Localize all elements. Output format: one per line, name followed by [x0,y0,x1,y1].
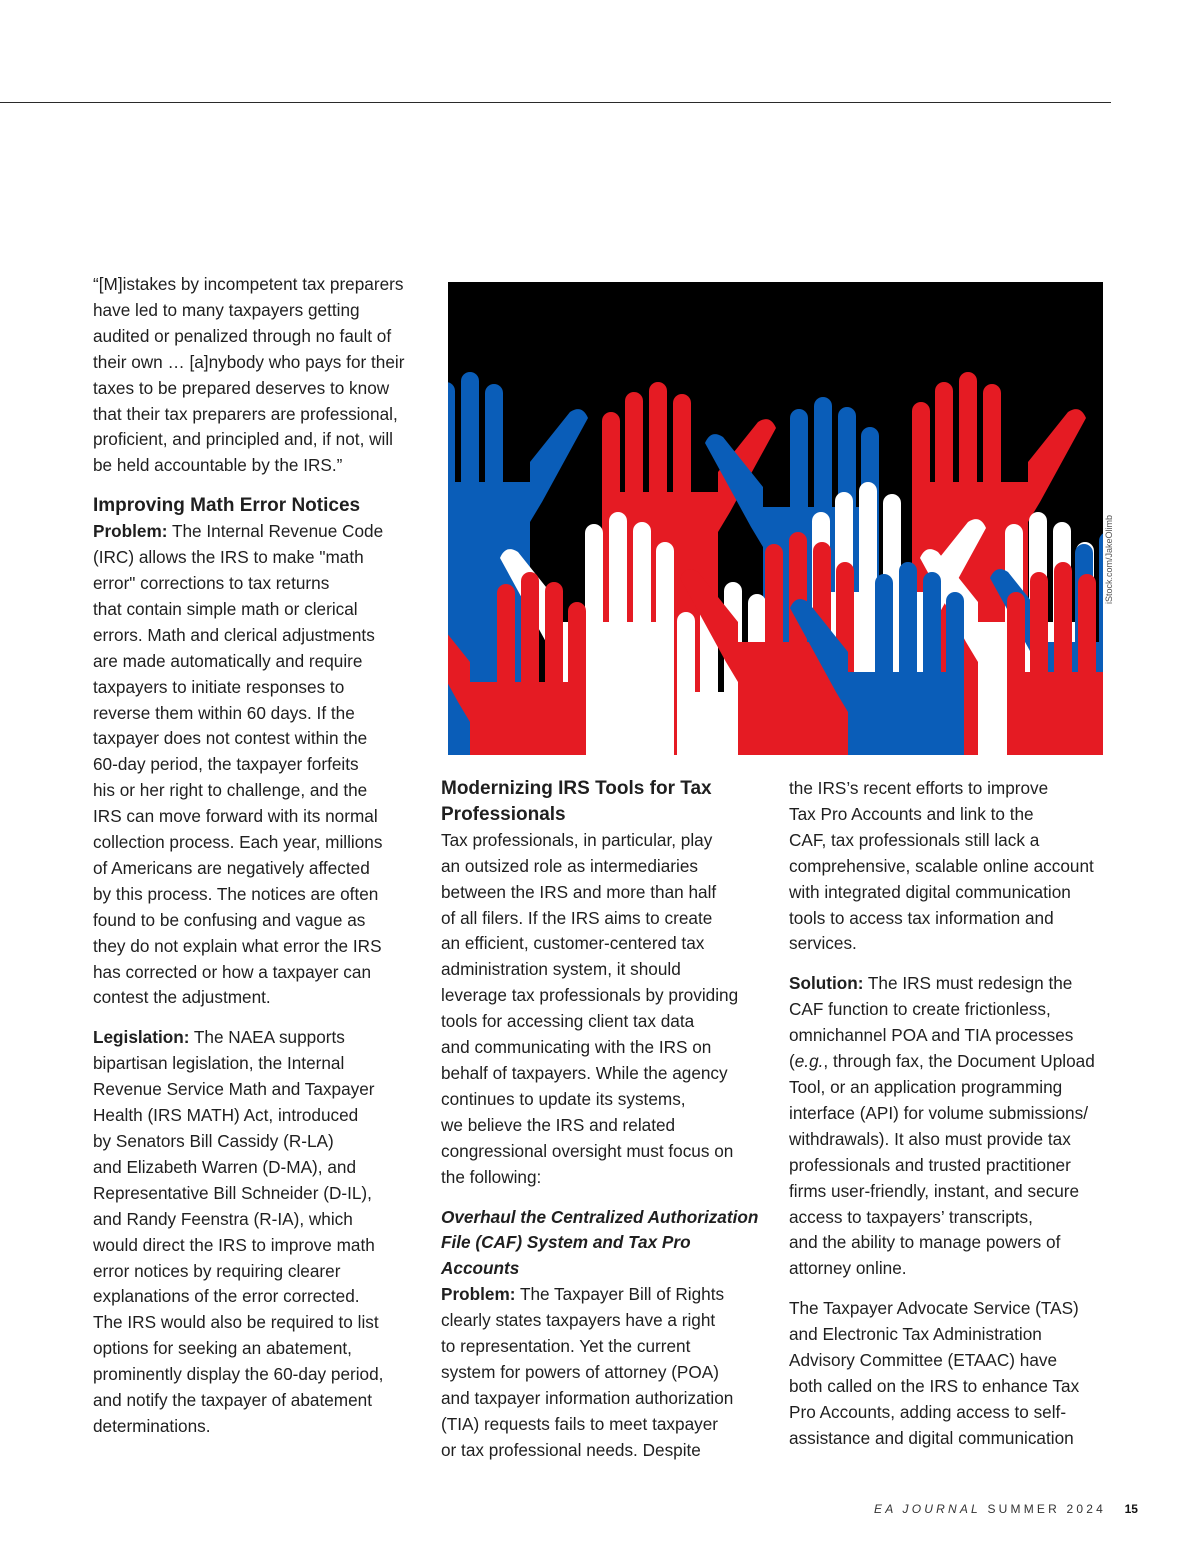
text-line: and Randy Feenstra (R-IA), which [93,1208,353,1229]
text-line: and notify the taxpayer of abatement [93,1390,373,1411]
text-line: Advisory Committee (ETAAC) have [789,1350,1058,1371]
text-line: continues to update its systems, [441,1088,686,1109]
text-line: and Elizabeth Warren (D-MA), and [93,1156,357,1177]
text-line: between the IRS and more than half [441,881,717,902]
text-line: access to taxpayers’ transcripts, [789,1206,1033,1227]
page-number: 15 [1124,1502,1138,1516]
text-line: are made automatically and require [93,650,363,671]
raised-hands-photo [448,282,1103,755]
text-line: (TIA) requests fails to meet taxpayer [441,1413,719,1434]
text-line: that their tax preparers are professional, [93,403,398,424]
text-line: explanations of the error corrected. [93,1286,360,1307]
text-line: services. [789,933,857,954]
problem-label: Problem: [441,1284,516,1305]
text-line: that contain simple math or clerical [93,598,358,619]
text-line: the IRS’s recent efforts to improve [789,778,1049,798]
text-line: has corrected or how a taxpayer can [93,961,372,982]
text-line: Pro Accounts, adding access to self- [789,1401,1067,1422]
intro-paragraph [441,828,771,1191]
text-line: options for seeking an abatement, [93,1338,352,1359]
text-line: Modernizing IRS Tools for Tax [441,778,712,799]
section-heading-modernizing [441,776,771,828]
text-line: Professionals [441,803,566,825]
text-line: Tool, or an application programming [789,1076,1063,1097]
photo-credit: iStock.com/JakeOlimb [1104,514,1114,604]
raised-hands-illustration [448,282,1103,755]
text-line: IRS can move forward with its normal [93,806,378,827]
text-line: Tax Pro Accounts and link to the [789,803,1034,824]
text-line: Revenue Service Math and Taxpayer [93,1079,375,1100]
subheading-caf [441,1205,771,1283]
text-line: The Internal Revenue Code [167,521,384,542]
text-line: an outsized role as intermediaries [441,855,698,876]
text-line: by this process. The notices are often [93,883,379,904]
text-line: audited or penalized through no fault of [93,325,392,346]
text-line: have led to many taxpayers getting [93,299,360,320]
text-line: we believe the IRS and related [441,1114,676,1135]
right-column [789,776,1119,1466]
left-column [93,272,423,1454]
text-line: The Taxpayer Bill of Rights [515,1284,725,1305]
text-line: Tax professionals, in particular, play [441,829,713,850]
text-line: his or her right to challenge, and the [93,780,368,801]
section-heading-math-error: Improving Math Error Notices [93,495,361,517]
text-line: to representation. Yet the current [441,1336,691,1357]
text-line: prominently display the 60-day period, [93,1364,384,1385]
text-line: or tax professional needs. Despite [441,1439,701,1460]
text-line: (IRC) allows the IRS to make "math [93,547,364,568]
text-line: proficient, and principled and, if not, will [93,429,393,450]
text-line: collection process. Each year, millions [93,832,383,853]
solution-first-line: The IRS must redesign the [863,973,1073,994]
text-line: comprehensive, scalable online account [789,855,1094,876]
text-line: contest the adjustment. [93,987,271,1008]
text-line: Representative Bill Schneider (D-IL), [93,1182,372,1203]
text-line: CAF function to create frictionless, [789,999,1051,1020]
text-line: and communicating with the IRS on [441,1037,712,1058]
problem-paragraph [93,519,423,1011]
eg-rest: , through fax, the Document Upload [823,1051,1095,1072]
text-line: found to be confusing and vague as [93,909,366,930]
text-line: system for powers of attorney (POA) [441,1361,719,1382]
text-line: bipartisan legislation, the Internal [93,1053,345,1074]
page-footer [874,1502,1138,1516]
issue-label: SUMMER 2024 [987,1502,1107,1516]
text-line: clearly states taxpayers have a right [441,1310,716,1331]
text-line: taxpayers to initiate responses to [93,676,345,697]
text-line: The NAEA supports [189,1027,345,1048]
middle-column [441,776,771,1478]
text-line: errors. Math and clerical adjustments [93,624,375,645]
text-line: and Electronic Tax Administration [789,1324,1042,1345]
text-line: their own … [a]nybody who pays for their [93,351,405,372]
text-line: behalf of taxpayers. While the agency [441,1062,728,1083]
text-line: assistance and digital communication [789,1427,1074,1448]
text-line: withdrawals). It also must provide tax [789,1128,1071,1149]
text-line: CAF, tax professionals still lack a [789,829,1040,850]
text-line: taxes to be prepared deserves to know [93,377,390,398]
text-line: tools for accessing client tax data [441,1011,695,1032]
text-line: be held accountable by the IRS.” [93,455,343,476]
text-line: Overhaul the Centralized Authorization [441,1206,759,1227]
text-line: leverage tax professionals by providing [441,985,739,1006]
pull-quote [93,272,423,479]
text-line: the following: [441,1166,542,1187]
text-line: and taxpayer information authorization [441,1387,734,1408]
text-line: with integrated digital communication [789,881,1071,902]
text-line: firms user-friendly, instant, and secure [789,1180,1080,1201]
text-line: would direct the IRS to improve math [93,1234,375,1255]
legislation-label: Legislation: [93,1027,190,1048]
eg-abbrev: e.g. [794,1051,824,1072]
text-line: an efficient, customer-centered tax [441,933,705,954]
top-rule [0,102,1111,103]
text-line: of Americans are negatively affected [93,857,370,878]
text-line: they do not explain what error the IRS [93,935,382,956]
text-line: taxpayer does not contest within the [93,728,368,749]
text-line: tools to access tax information and [789,907,1054,928]
text-line: The Taxpayer Advocate Service (TAS) [789,1298,1079,1319]
caf-paragraph [441,1205,771,1464]
text-line: determinations. [93,1415,211,1436]
text-line: 60-day period, the taxpayer forfeits [93,754,359,775]
text-line: File (CAF) System and Tax Pro Accounts [441,1232,691,1279]
text-line: professionals and trusted practitioner [789,1154,1071,1175]
solution-label: Solution: [789,973,864,994]
journal-name: EA JOURNAL [874,1502,981,1516]
text-line: Health (IRS MATH) Act, introduced [93,1105,359,1126]
tas-paragraph [789,1296,1119,1451]
text-line: “[M]istakes by incompetent tax preparers [93,274,404,294]
text-line: error" corrections to tax returns [93,572,330,593]
paren: ( [789,1051,795,1072]
legislation-paragraph [93,1025,423,1440]
problem-label: Problem: [93,521,168,542]
text-line: interface (API) for volume submissions/ [789,1102,1088,1123]
text-line: attorney online. [789,1258,907,1279]
text-line: administration system, it should [441,959,681,980]
text-line: reverse them within 60 days. If the [93,702,355,723]
text-line: The IRS would also be required to list [93,1312,379,1333]
text-line: by Senators Bill Cassidy (R-LA) [93,1131,334,1151]
text-line: both called on the IRS to enhance Tax [789,1375,1080,1396]
solution-paragraph [789,971,1119,1282]
text-line: error notices by requiring clearer [93,1260,341,1281]
text-line: omnichannel POA and TIA processes [789,1025,1074,1046]
text-line: and the ability to manage powers of [789,1232,1061,1253]
continued-paragraph [789,776,1119,957]
text-line: congressional oversight must focus on [441,1140,734,1161]
solution-eg-line [789,1049,1119,1075]
text-line: of all filers. If the IRS aims to create [441,907,713,928]
